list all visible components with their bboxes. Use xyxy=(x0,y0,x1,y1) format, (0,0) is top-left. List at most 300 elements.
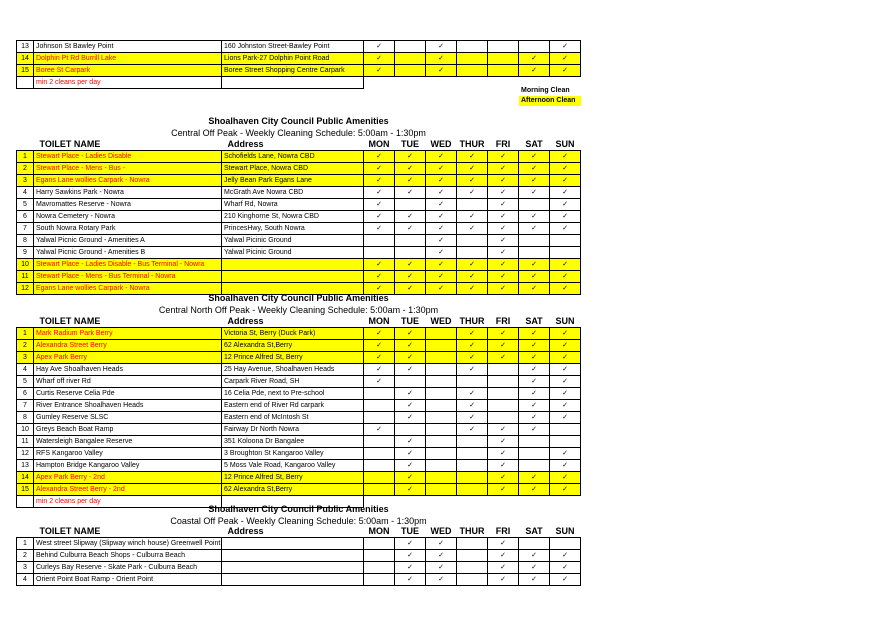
day-fri-cell: ✓ xyxy=(488,472,519,484)
toilet-name: Egans Lane wollies Carpark - Nowra xyxy=(34,283,222,295)
table-row xyxy=(17,259,581,271)
day-fri-cell: ✓ xyxy=(488,151,519,163)
day-fri-cell xyxy=(488,364,519,376)
day-fri-cell: ✓ xyxy=(488,352,519,364)
day-mon-cell: ✓ xyxy=(364,259,395,271)
day-sun-cell: ✓ xyxy=(550,340,581,352)
day-sun-cell xyxy=(550,436,581,448)
day-sat-cell: ✓ xyxy=(519,223,550,235)
toilet-name: Behind Culburra Beach Shops - Culburra Beach xyxy=(34,550,222,562)
toilet-name: Mavromattes Reserve - Nowra xyxy=(34,199,222,211)
header-toilet-name: TOILET NAME xyxy=(39,316,101,326)
address: Carpark River Road, SH xyxy=(222,376,364,388)
day-tue-cell: ✓ xyxy=(395,328,426,340)
day-mon-cell xyxy=(364,247,395,259)
table-row xyxy=(17,448,581,460)
row-number: 7 xyxy=(17,223,34,235)
header-address: Address xyxy=(227,526,264,536)
day-sat-cell: ✓ xyxy=(519,271,550,283)
day-thur-cell: ✓ xyxy=(457,340,488,352)
day-tue-cell xyxy=(395,65,426,77)
header-address: Address xyxy=(227,316,264,326)
day-thur-cell: ✓ xyxy=(457,151,488,163)
header-wed: WED xyxy=(430,526,452,536)
header-blank xyxy=(17,139,34,151)
day-wed-cell xyxy=(426,436,457,448)
toilet-name: Stewart Place - Mens - Bus Terminal - Nowra xyxy=(34,271,222,283)
table-row xyxy=(17,574,581,586)
day-mon-cell xyxy=(364,388,395,400)
day-fri-cell: ✓ xyxy=(488,247,519,259)
day-sun-cell: ✓ xyxy=(550,472,581,484)
table-row xyxy=(17,211,581,223)
day-fri-cell: ✓ xyxy=(488,211,519,223)
day-mon-cell xyxy=(364,400,395,412)
row-number: 1 xyxy=(17,328,34,340)
day-thur-cell: ✓ xyxy=(457,163,488,175)
address xyxy=(222,562,364,574)
day-tue-cell: ✓ xyxy=(395,271,426,283)
toilet-name: Apex Park Berry - 2nd xyxy=(34,472,222,484)
row-number: 7 xyxy=(17,400,34,412)
day-sat-cell: ✓ xyxy=(519,340,550,352)
section-3-title: Shoalhaven City Council Public Amenities xyxy=(208,504,389,514)
day-tue-cell: ✓ xyxy=(395,151,426,163)
day-fri-cell: ✓ xyxy=(488,460,519,472)
day-fri-cell xyxy=(488,53,519,65)
day-tue-cell: ✓ xyxy=(395,211,426,223)
day-tue-cell: ✓ xyxy=(395,283,426,295)
toilet-name: River Entrance Shoalhaven Heads xyxy=(34,400,222,412)
address: 5 Moss Vale Road, Kangaroo Valley xyxy=(222,460,364,472)
day-fri-cell: ✓ xyxy=(488,175,519,187)
day-mon-cell: ✓ xyxy=(364,65,395,77)
day-fri-cell: ✓ xyxy=(488,484,519,496)
address: Wharf Rd, Nowra xyxy=(222,199,364,211)
row-number: 4 xyxy=(17,574,34,586)
section-2-subtitle: Central North Off Peak - Weekly Cleaning Schedule: 5:00am - 1:30pm xyxy=(158,305,439,315)
day-sat-cell: ✓ xyxy=(519,424,550,436)
table-row xyxy=(17,388,581,400)
day-wed-cell: ✓ xyxy=(426,223,457,235)
table-row xyxy=(17,376,581,388)
day-sun-cell: ✓ xyxy=(550,574,581,586)
address: Eastern end of River Rd carpark xyxy=(222,400,364,412)
day-thur-cell xyxy=(457,376,488,388)
header-sat: SAT xyxy=(525,526,543,536)
day-thur-cell xyxy=(457,199,488,211)
table-row xyxy=(17,223,581,235)
day-fri-cell: ✓ xyxy=(488,550,519,562)
toilet-name: Egans Lane wollies Carpark - Nowra xyxy=(34,175,222,187)
day-fri-cell: ✓ xyxy=(488,340,519,352)
section-1-title: Shoalhaven City Council Public Amenities xyxy=(208,116,389,126)
day-wed-cell xyxy=(426,484,457,496)
day-sat-cell: ✓ xyxy=(519,53,550,65)
section-1-subtitle: Central Off Peak - Weekly Cleaning Schedule: 5:00am - 1:30pm xyxy=(171,128,426,138)
row-number: 1 xyxy=(17,538,34,550)
day-wed-cell xyxy=(426,364,457,376)
section-2-table xyxy=(16,316,581,508)
day-thur-cell: ✓ xyxy=(457,187,488,199)
address: 62 Alexandra St,Berry xyxy=(222,340,364,352)
toilet-name: Orient Point Boat Ramp - Orient Point xyxy=(34,574,222,586)
address xyxy=(222,538,364,550)
section-1-table xyxy=(16,139,581,295)
day-sat-cell xyxy=(519,247,550,259)
day-sat-cell xyxy=(519,460,550,472)
address xyxy=(222,259,364,271)
day-mon-cell: ✓ xyxy=(364,352,395,364)
day-mon-cell: ✓ xyxy=(364,424,395,436)
row-number: 6 xyxy=(17,388,34,400)
address: 12 Prince Alfred St, Berry xyxy=(222,352,364,364)
day-thur-cell xyxy=(457,247,488,259)
day-mon-cell xyxy=(364,574,395,586)
toilet-name: Boree St Carpark xyxy=(34,65,222,77)
row-number: 3 xyxy=(17,175,34,187)
address: Yalwal Picinic Ground xyxy=(222,247,364,259)
day-fri-cell: ✓ xyxy=(488,436,519,448)
row-number: 10 xyxy=(17,259,34,271)
section-2-title: Shoalhaven City Council Public Amenities xyxy=(208,293,389,303)
address: Lions Park-27 Dolphin Point Road xyxy=(222,53,364,65)
address: PrincesHwy, South Nowra xyxy=(222,223,364,235)
day-tue-cell xyxy=(395,235,426,247)
day-sat-cell: ✓ xyxy=(519,65,550,77)
day-fri-cell xyxy=(488,41,519,53)
day-wed-cell: ✓ xyxy=(426,235,457,247)
day-sun-cell: ✓ xyxy=(550,53,581,65)
day-wed-cell: ✓ xyxy=(426,53,457,65)
header-wed: WED xyxy=(430,316,452,326)
day-wed-cell xyxy=(426,328,457,340)
table-row xyxy=(17,340,581,352)
day-sun-cell xyxy=(550,424,581,436)
header-tue: TUE xyxy=(401,526,419,536)
day-fri-cell: ✓ xyxy=(488,163,519,175)
day-sun-cell: ✓ xyxy=(550,484,581,496)
table-row xyxy=(17,247,581,259)
day-sun-cell: ✓ xyxy=(550,187,581,199)
row-number: 6 xyxy=(17,211,34,223)
day-wed-cell xyxy=(426,412,457,424)
address: 3 Broughton St Kangaroo Valley xyxy=(222,448,364,460)
day-tue-cell xyxy=(395,376,426,388)
day-tue-cell: ✓ xyxy=(395,163,426,175)
table-row xyxy=(17,400,581,412)
day-mon-cell: ✓ xyxy=(364,364,395,376)
row-number: 8 xyxy=(17,235,34,247)
day-thur-cell: ✓ xyxy=(457,388,488,400)
day-thur-cell: ✓ xyxy=(457,211,488,223)
day-sun-cell: ✓ xyxy=(550,460,581,472)
day-tue-cell: ✓ xyxy=(395,472,426,484)
day-thur-cell: ✓ xyxy=(457,352,488,364)
header-sun: SUN xyxy=(555,316,575,326)
day-wed-cell xyxy=(426,448,457,460)
day-thur-cell xyxy=(457,472,488,484)
table-row xyxy=(17,271,581,283)
day-sun-cell xyxy=(550,538,581,550)
day-sun-cell: ✓ xyxy=(550,412,581,424)
day-mon-cell: ✓ xyxy=(364,271,395,283)
toilet-name: Yalwal Picnic Ground - Amenities A xyxy=(34,235,222,247)
day-sun-cell: ✓ xyxy=(550,550,581,562)
day-sun-cell: ✓ xyxy=(550,151,581,163)
table-row xyxy=(17,484,581,496)
day-wed-cell: ✓ xyxy=(426,574,457,586)
row-number: 1 xyxy=(17,151,34,163)
address xyxy=(222,550,364,562)
header-sun: SUN xyxy=(555,139,575,149)
header-wed: WED xyxy=(430,139,452,149)
day-wed-cell: ✓ xyxy=(426,151,457,163)
day-sun-cell: ✓ xyxy=(550,376,581,388)
table-row xyxy=(17,151,581,163)
day-thur-cell: ✓ xyxy=(457,424,488,436)
row-number: 14 xyxy=(17,53,34,65)
day-wed-cell: ✓ xyxy=(426,283,457,295)
toilet-name: Stewart Place - Mens - Bus - xyxy=(34,163,222,175)
day-sat-cell: ✓ xyxy=(519,412,550,424)
address xyxy=(222,574,364,586)
day-thur-cell: ✓ xyxy=(457,223,488,235)
day-fri-cell: ✓ xyxy=(488,235,519,247)
day-sat-cell: ✓ xyxy=(519,388,550,400)
day-thur-cell: ✓ xyxy=(457,259,488,271)
day-sat-cell xyxy=(519,235,550,247)
day-mon-cell: ✓ xyxy=(364,199,395,211)
day-fri-cell: ✓ xyxy=(488,538,519,550)
toilet-name: South Nowra Rotary Park xyxy=(34,223,222,235)
address: Yalwal Picinic Ground xyxy=(222,235,364,247)
day-thur-cell xyxy=(457,562,488,574)
day-mon-cell xyxy=(364,538,395,550)
day-sun-cell: ✓ xyxy=(550,175,581,187)
table-row xyxy=(17,364,581,376)
header-toilet-name: TOILET NAME xyxy=(39,139,101,149)
day-sun-cell xyxy=(550,235,581,247)
day-sat-cell xyxy=(519,448,550,460)
table-row xyxy=(17,328,581,340)
day-fri-cell: ✓ xyxy=(488,562,519,574)
day-thur-cell: ✓ xyxy=(457,364,488,376)
table-row xyxy=(17,65,581,77)
table-row xyxy=(17,472,581,484)
toilet-name: Apex Park Berry xyxy=(34,352,222,364)
toilet-name: Alexandra Street Berry xyxy=(34,340,222,352)
table-row xyxy=(17,538,581,550)
day-thur-cell xyxy=(457,538,488,550)
header-thur: THUR xyxy=(459,316,485,326)
day-mon-cell: ✓ xyxy=(364,340,395,352)
row-number: 14 xyxy=(17,472,34,484)
day-tue-cell xyxy=(395,199,426,211)
row-number: 5 xyxy=(17,199,34,211)
day-fri-cell xyxy=(488,376,519,388)
day-mon-cell xyxy=(364,448,395,460)
day-thur-cell xyxy=(457,65,488,77)
header-fri: FRI xyxy=(495,526,511,536)
day-fri-cell: ✓ xyxy=(488,328,519,340)
day-thur-cell xyxy=(457,550,488,562)
top-schedule-table xyxy=(16,40,581,89)
day-wed-cell xyxy=(426,400,457,412)
header-blank xyxy=(17,526,34,538)
toilet-name: Watersleigh Bangalee Reserve xyxy=(34,436,222,448)
day-fri-cell: ✓ xyxy=(488,574,519,586)
day-tue-cell: ✓ xyxy=(395,436,426,448)
day-tue-cell: ✓ xyxy=(395,340,426,352)
header-tue: TUE xyxy=(401,139,419,149)
day-tue-cell: ✓ xyxy=(395,562,426,574)
row-number: 11 xyxy=(17,271,34,283)
toilet-name: Alexandra Street Berry - 2nd xyxy=(34,484,222,496)
address: 351 Koloona Dr Bangalee xyxy=(222,436,364,448)
header-tue: TUE xyxy=(401,316,419,326)
day-sat-cell: ✓ xyxy=(519,259,550,271)
day-tue-cell: ✓ xyxy=(395,259,426,271)
day-wed-cell: ✓ xyxy=(426,175,457,187)
row-number: 5 xyxy=(17,376,34,388)
day-mon-cell: ✓ xyxy=(364,376,395,388)
row-number: 12 xyxy=(17,283,34,295)
day-sun-cell: ✓ xyxy=(550,271,581,283)
min-cleans-note: min 2 cleans per day xyxy=(34,496,222,508)
day-mon-cell: ✓ xyxy=(364,41,395,53)
header-sun: SUN xyxy=(555,526,575,536)
day-mon-cell xyxy=(364,235,395,247)
address: 160 Johnston Street-Bawley Point xyxy=(222,41,364,53)
day-sun-cell: ✓ xyxy=(550,211,581,223)
address: 25 Hay Avenue, Shoalhaven Heads xyxy=(222,364,364,376)
toilet-name: Curtis Reserve Celia Pde xyxy=(34,388,222,400)
min-cleans-note: min 2 cleans per day xyxy=(34,77,222,89)
row-number: 12 xyxy=(17,448,34,460)
day-fri-cell: ✓ xyxy=(488,259,519,271)
day-thur-cell xyxy=(457,436,488,448)
day-sat-cell: ✓ xyxy=(519,211,550,223)
day-sun-cell: ✓ xyxy=(550,352,581,364)
day-tue-cell: ✓ xyxy=(395,550,426,562)
day-sun-cell: ✓ xyxy=(550,283,581,295)
day-mon-cell: ✓ xyxy=(364,283,395,295)
row-number: 9 xyxy=(17,247,34,259)
day-sat-cell: ✓ xyxy=(519,175,550,187)
day-tue-cell: ✓ xyxy=(395,400,426,412)
toilet-name: West street Slipway (Slipway winch house) Greenwell Point xyxy=(34,538,222,550)
row-number: 2 xyxy=(17,340,34,352)
day-sun-cell: ✓ xyxy=(550,65,581,77)
day-thur-cell xyxy=(457,574,488,586)
day-tue-cell: ✓ xyxy=(395,412,426,424)
day-sat-cell: ✓ xyxy=(519,187,550,199)
day-mon-cell: ✓ xyxy=(364,328,395,340)
address xyxy=(222,271,364,283)
day-mon-cell xyxy=(364,460,395,472)
day-tue-cell: ✓ xyxy=(395,574,426,586)
day-wed-cell: ✓ xyxy=(426,538,457,550)
day-tue-cell: ✓ xyxy=(395,460,426,472)
header-row xyxy=(17,316,581,328)
day-wed-cell: ✓ xyxy=(426,187,457,199)
day-mon-cell: ✓ xyxy=(364,187,395,199)
day-sun-cell: ✓ xyxy=(550,163,581,175)
day-wed-cell: ✓ xyxy=(426,65,457,77)
header-sat: SAT xyxy=(525,139,543,149)
day-thur-cell: ✓ xyxy=(457,283,488,295)
table-row xyxy=(17,53,581,65)
address: Jelly Bean Park Egans Lane xyxy=(222,175,364,187)
day-tue-cell: ✓ xyxy=(395,352,426,364)
row-number: 2 xyxy=(17,163,34,175)
row-number: 2 xyxy=(17,550,34,562)
day-tue-cell xyxy=(395,247,426,259)
toilet-name: Mark Radium Park Berry xyxy=(34,328,222,340)
day-sat-cell: ✓ xyxy=(519,163,550,175)
table-row xyxy=(17,41,581,53)
address: Fairway Dr North Nowra xyxy=(222,424,364,436)
legend-morning: Morning Clean xyxy=(521,87,570,94)
day-mon-cell xyxy=(364,484,395,496)
header-thur: THUR xyxy=(459,526,485,536)
day-sat-cell xyxy=(519,538,550,550)
day-fri-cell: ✓ xyxy=(488,199,519,211)
day-thur-cell: ✓ xyxy=(457,412,488,424)
day-mon-cell: ✓ xyxy=(364,223,395,235)
day-sat-cell: ✓ xyxy=(519,550,550,562)
address: Eastern end of McIntosh St xyxy=(222,412,364,424)
day-mon-cell xyxy=(364,472,395,484)
table-row xyxy=(17,562,581,574)
day-mon-cell: ✓ xyxy=(364,163,395,175)
day-tue-cell xyxy=(395,41,426,53)
day-mon-cell: ✓ xyxy=(364,151,395,163)
header-mon: MON xyxy=(368,526,390,536)
toilet-name: Yalwal Picnic Ground - Amenities B xyxy=(34,247,222,259)
day-tue-cell: ✓ xyxy=(395,388,426,400)
day-fri-cell xyxy=(488,400,519,412)
header-row xyxy=(17,526,581,538)
address: Schofields Lane, Nowra CBD xyxy=(222,151,364,163)
note-blank xyxy=(17,77,34,89)
table-row xyxy=(17,199,581,211)
header-mon: MON xyxy=(368,316,390,326)
day-thur-cell: ✓ xyxy=(457,271,488,283)
toilet-name: Curleys Bay Reserve - Skate Park - Culburra Beach xyxy=(34,562,222,574)
row-number: 15 xyxy=(17,65,34,77)
day-wed-cell xyxy=(426,340,457,352)
day-wed-cell: ✓ xyxy=(426,562,457,574)
toilet-name: Johnson St Bawley Point xyxy=(34,41,222,53)
header-row xyxy=(17,139,581,151)
day-thur-cell xyxy=(457,41,488,53)
day-mon-cell: ✓ xyxy=(364,175,395,187)
day-sat-cell: ✓ xyxy=(519,400,550,412)
table-row xyxy=(17,412,581,424)
day-tue-cell: ✓ xyxy=(395,364,426,376)
day-sat-cell xyxy=(519,199,550,211)
day-fri-cell: ✓ xyxy=(488,283,519,295)
day-fri-cell: ✓ xyxy=(488,271,519,283)
day-sat-cell: ✓ xyxy=(519,151,550,163)
day-sat-cell: ✓ xyxy=(519,472,550,484)
toilet-name: Wharf off river Rd xyxy=(34,376,222,388)
toilet-name: Hampton Bridge Kangaroo Valley xyxy=(34,460,222,472)
address: 16 Celia Pde, next to Pre-school xyxy=(222,388,364,400)
toilet-name: RFS Kangaroo Valley xyxy=(34,448,222,460)
